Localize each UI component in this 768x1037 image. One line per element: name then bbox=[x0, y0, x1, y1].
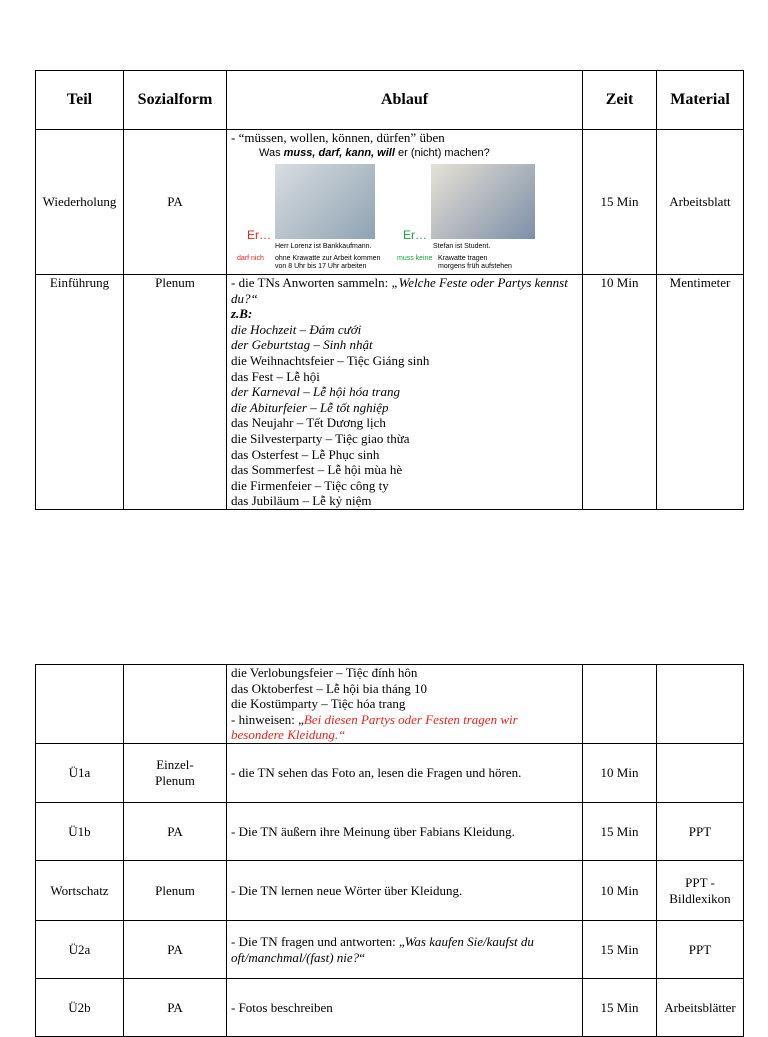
sozialform-cell: PA bbox=[124, 130, 227, 275]
ablauf-cell: - Die TN äußern ihre Meinung über Fabians Kleidung. bbox=[227, 803, 583, 861]
hint-text: - hinweisen: „Bei diesen Partys oder Festen tragen wir besondere Kleidung.“ bbox=[231, 711, 518, 743]
fest-list-item: die Weihnachtsfeier – Tiệc Giáng sinh bbox=[231, 352, 430, 368]
ablauf-cell: - Fotos beschreiben bbox=[227, 979, 583, 1037]
fest-list-item: die Verlobungsfeier – Tiệc đính hôn bbox=[231, 665, 418, 680]
fest-list-item: das Jubiläum – Lễ kỷ niệm bbox=[231, 493, 372, 509]
teil-cell: Wiederholung bbox=[36, 130, 124, 275]
sozialform-cell: Plenum bbox=[124, 275, 227, 510]
er-label-right: Er… bbox=[403, 227, 427, 242]
teil-cell bbox=[36, 665, 124, 744]
sozialform-cell: Einzel- Plenum bbox=[124, 744, 227, 803]
ablauf-cell bbox=[227, 130, 583, 275]
zeit-cell: 10 Min bbox=[583, 861, 657, 921]
teil-cell: Einführung bbox=[36, 275, 124, 510]
ablauf-intro: - die TNs Anworten sammeln: „Welche Feste oder Partys kennst du?“ bbox=[231, 275, 568, 306]
zb-label: z.B: bbox=[231, 306, 253, 322]
teil-cell: Ü2a bbox=[36, 921, 124, 979]
table-row bbox=[36, 275, 744, 510]
modal-verbs-picture bbox=[235, 146, 535, 271]
ablauf-text: - “müssen, wollen, können, dürfen” üben bbox=[231, 130, 445, 145]
table-row bbox=[36, 130, 744, 275]
table-row bbox=[36, 861, 744, 921]
material-cell bbox=[657, 665, 744, 744]
zeit-cell: 15 Min bbox=[583, 803, 657, 861]
zeit-cell: 10 Min bbox=[583, 275, 657, 510]
sozialform-cell: PA bbox=[124, 921, 227, 979]
students-photo bbox=[431, 164, 535, 239]
fest-list-item: die Silvesterparty – Tiệc giao thừa bbox=[231, 430, 410, 446]
table-row bbox=[36, 979, 744, 1037]
fest-list-item: das Sommerfest – Lễ hội mùa hè bbox=[231, 462, 403, 478]
teil-cell: Ü2b bbox=[36, 979, 124, 1037]
text-left-1: ohne Krawatte zur Arbeit kommen bbox=[275, 254, 381, 262]
zeit-cell: 15 Min bbox=[583, 130, 657, 275]
ablauf-cell: - Die TN lernen neue Wörter über Kleidung. bbox=[227, 861, 583, 921]
sozialform-cell bbox=[124, 665, 227, 744]
sozialform-cell: PA bbox=[124, 803, 227, 861]
fest-list-item: der Karneval – Lễ hội hóa trang bbox=[231, 384, 400, 400]
fest-list bbox=[231, 322, 578, 509]
fest-list-item: der Geburtstag – Sinh nhật bbox=[231, 337, 373, 353]
fest-list-item: das Fest – Lễ hội bbox=[231, 368, 320, 384]
picture-title: Was muss, darf, kann, will er (nicht) machen? bbox=[259, 146, 490, 159]
fest-list-item: das Oktoberfest – Lễ hội bia tháng 10 bbox=[231, 680, 428, 696]
zeit-cell: 15 Min bbox=[583, 921, 657, 979]
teil-cell: Ü1b bbox=[36, 803, 124, 861]
ablauf-cell bbox=[227, 665, 583, 744]
table-row bbox=[36, 744, 744, 803]
fest-list-item: die Hochzeit – Đám cưới bbox=[231, 321, 362, 337]
sozialform-cell: Plenum bbox=[124, 861, 227, 921]
ablauf-cell: - Die TN fragen und antworten: „Was kaufen Sie/kaufst du oft/manchmal/(fast) nie?“ bbox=[227, 921, 583, 979]
text-right-1: Krawatte tragen bbox=[438, 254, 488, 262]
ablauf-cell: - die TN sehen das Foto an, lesen die Fragen und hören. bbox=[227, 744, 583, 803]
material-cell: PPT - Bildlexikon bbox=[657, 861, 744, 921]
table-row bbox=[36, 803, 744, 861]
lesson-plan-table-2 bbox=[35, 664, 744, 1037]
fest-list-item: die Abiturfeier – Lễ tốt nghiệp bbox=[231, 399, 389, 415]
header-sozialform: Sozialform bbox=[124, 71, 227, 130]
text-left-2: von 8 Uhr bis 17 Uhr arbeiten bbox=[275, 262, 367, 270]
material-cell: PPT bbox=[657, 803, 744, 861]
banker-photo bbox=[275, 164, 375, 239]
table-header-row bbox=[36, 71, 744, 130]
material-cell: Mentimeter bbox=[657, 275, 744, 510]
header-material: Material bbox=[657, 71, 744, 130]
zeit-cell: 15 Min bbox=[583, 979, 657, 1037]
ablauf-cell bbox=[227, 275, 583, 510]
fest-list-item: die Firmenfeier – Tiệc công ty bbox=[231, 477, 389, 493]
material-cell: Arbeitsblatt bbox=[657, 130, 744, 275]
material-cell: Arbeitsblätter bbox=[657, 979, 744, 1037]
modal-right: muss keine bbox=[397, 254, 433, 262]
sozialform-cell: PA bbox=[124, 979, 227, 1037]
material-cell bbox=[657, 744, 744, 803]
zeit-cell: 10 Min bbox=[583, 744, 657, 803]
caption-right: Stefan ist Student. bbox=[433, 242, 491, 250]
zeit-cell bbox=[583, 665, 657, 744]
teil-cell: Ü1a bbox=[36, 744, 124, 803]
teil-cell: Wortschatz bbox=[36, 861, 124, 921]
material-cell: PPT bbox=[657, 921, 744, 979]
header-ablauf: Ablauf bbox=[227, 71, 583, 130]
caption-left: Herr Lorenz ist Bankkaufmann. bbox=[275, 242, 372, 250]
fest-list-item: das Neujahr – Tết Dương lịch bbox=[231, 415, 386, 431]
modal-left: darf nich bbox=[237, 254, 264, 262]
header-teil: Teil bbox=[36, 71, 124, 130]
fest-list-continued bbox=[231, 665, 578, 712]
lesson-plan-table-1 bbox=[35, 70, 744, 510]
table-row bbox=[36, 665, 744, 744]
table-row bbox=[36, 921, 744, 979]
text-right-2: morgens früh aufstehen bbox=[438, 262, 512, 270]
fest-list-item: das Osterfest – Lễ Phục sinh bbox=[231, 446, 380, 462]
fest-list-item: die Kostümparty – Tiệc hóa trang bbox=[231, 696, 406, 712]
header-zeit: Zeit bbox=[583, 71, 657, 130]
er-label-left: Er… bbox=[247, 227, 271, 242]
